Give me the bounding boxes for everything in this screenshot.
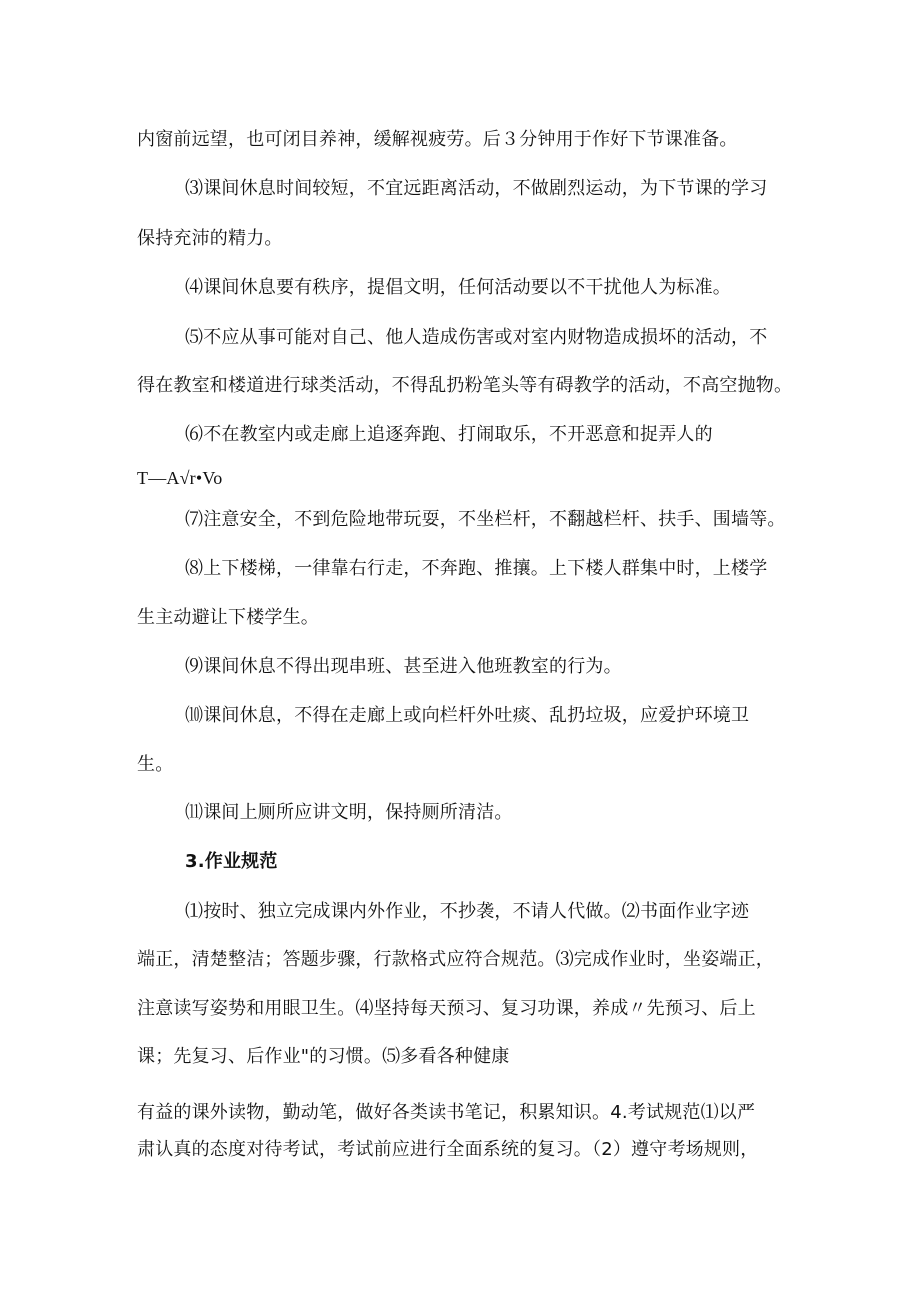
section-heading-homework: 3.作业规范	[185, 851, 278, 872]
text-line-11: 生主动避让下楼学生。	[137, 607, 319, 628]
text-line-6: 得在教室和楼道进行球类活动，不得乱扔粉笔头等有碍教学的活动，不高空抛物。	[137, 375, 793, 396]
text-line-21: 有益的课外读物，勤动笔，做好各类读书笔记，积累知识。4.考试规范⑴以严	[137, 1102, 756, 1123]
text-line-18: 端正，清楚整洁；答题步骤，行款格式应符合规范。⑶完成作业时，坐姿端正，	[137, 949, 774, 970]
text-line-14: 生。	[137, 754, 174, 775]
text-line-3: 保持充沛的精力。	[137, 228, 283, 249]
text-line-17: ⑴按时、独立完成课内外作业，不抄袭，不请人代做。⑵书面作业字迹	[185, 901, 750, 922]
text-line-13: ⑽课间休息，不得在走廊上或向栏杆外吐痰、乱扔垃圾，应爱护环境卫	[185, 705, 750, 726]
text-line-20: 课；先复习、后作业"的习惯。⑸多看各种健康	[137, 1046, 510, 1067]
text-line-19: 注意读写姿势和用眼卫生。⑷坚持每天预习、复习功课，养成〃先预习、后上	[137, 998, 756, 1019]
text-line-10: ⑻上下楼梯，一律靠右行走，不奔跑、推攘。上下楼人群集中时，上楼学	[185, 558, 768, 579]
text-line-2: ⑶课间休息时间较短，不宜远距离活动，不做剧烈运动，为下节课的学习	[185, 178, 768, 199]
text-line-9: ⑺注意安全，不到危险地带玩耍，不坐栏杆，不翻越栏杆、扶手、围墙等。	[185, 509, 786, 530]
text-line-12: ⑼课间休息不得出现串班、甚至进入他班教室的行为。	[185, 656, 622, 677]
text-line-7: ⑹不在教室内或走廊上追逐奔跑、打闹取乐，不开恶意和捉弄人的	[185, 424, 713, 445]
text-line-4: ⑷课间休息要有秩序，提倡文明，任何活动要以不干扰他人为标准。	[185, 277, 731, 298]
text-line-1: 内窗前远望，也可闭目养神，缓解视疲劳。后３分钟用于作好下节课准备。	[137, 129, 738, 150]
text-line-22: 肃认真的态度对待考试，考试前应进行全面系统的复习。（2）遵守考场规则，	[137, 1139, 759, 1160]
text-line-8: T—A√r•Vo	[137, 468, 223, 488]
text-line-5: ⑸不应从事可能对自己、他人造成伤害或对室内财物造成损坏的活动，不	[185, 327, 768, 348]
text-line-15: ⑾课间上厕所应讲文明，保持厕所清洁。	[185, 802, 513, 823]
